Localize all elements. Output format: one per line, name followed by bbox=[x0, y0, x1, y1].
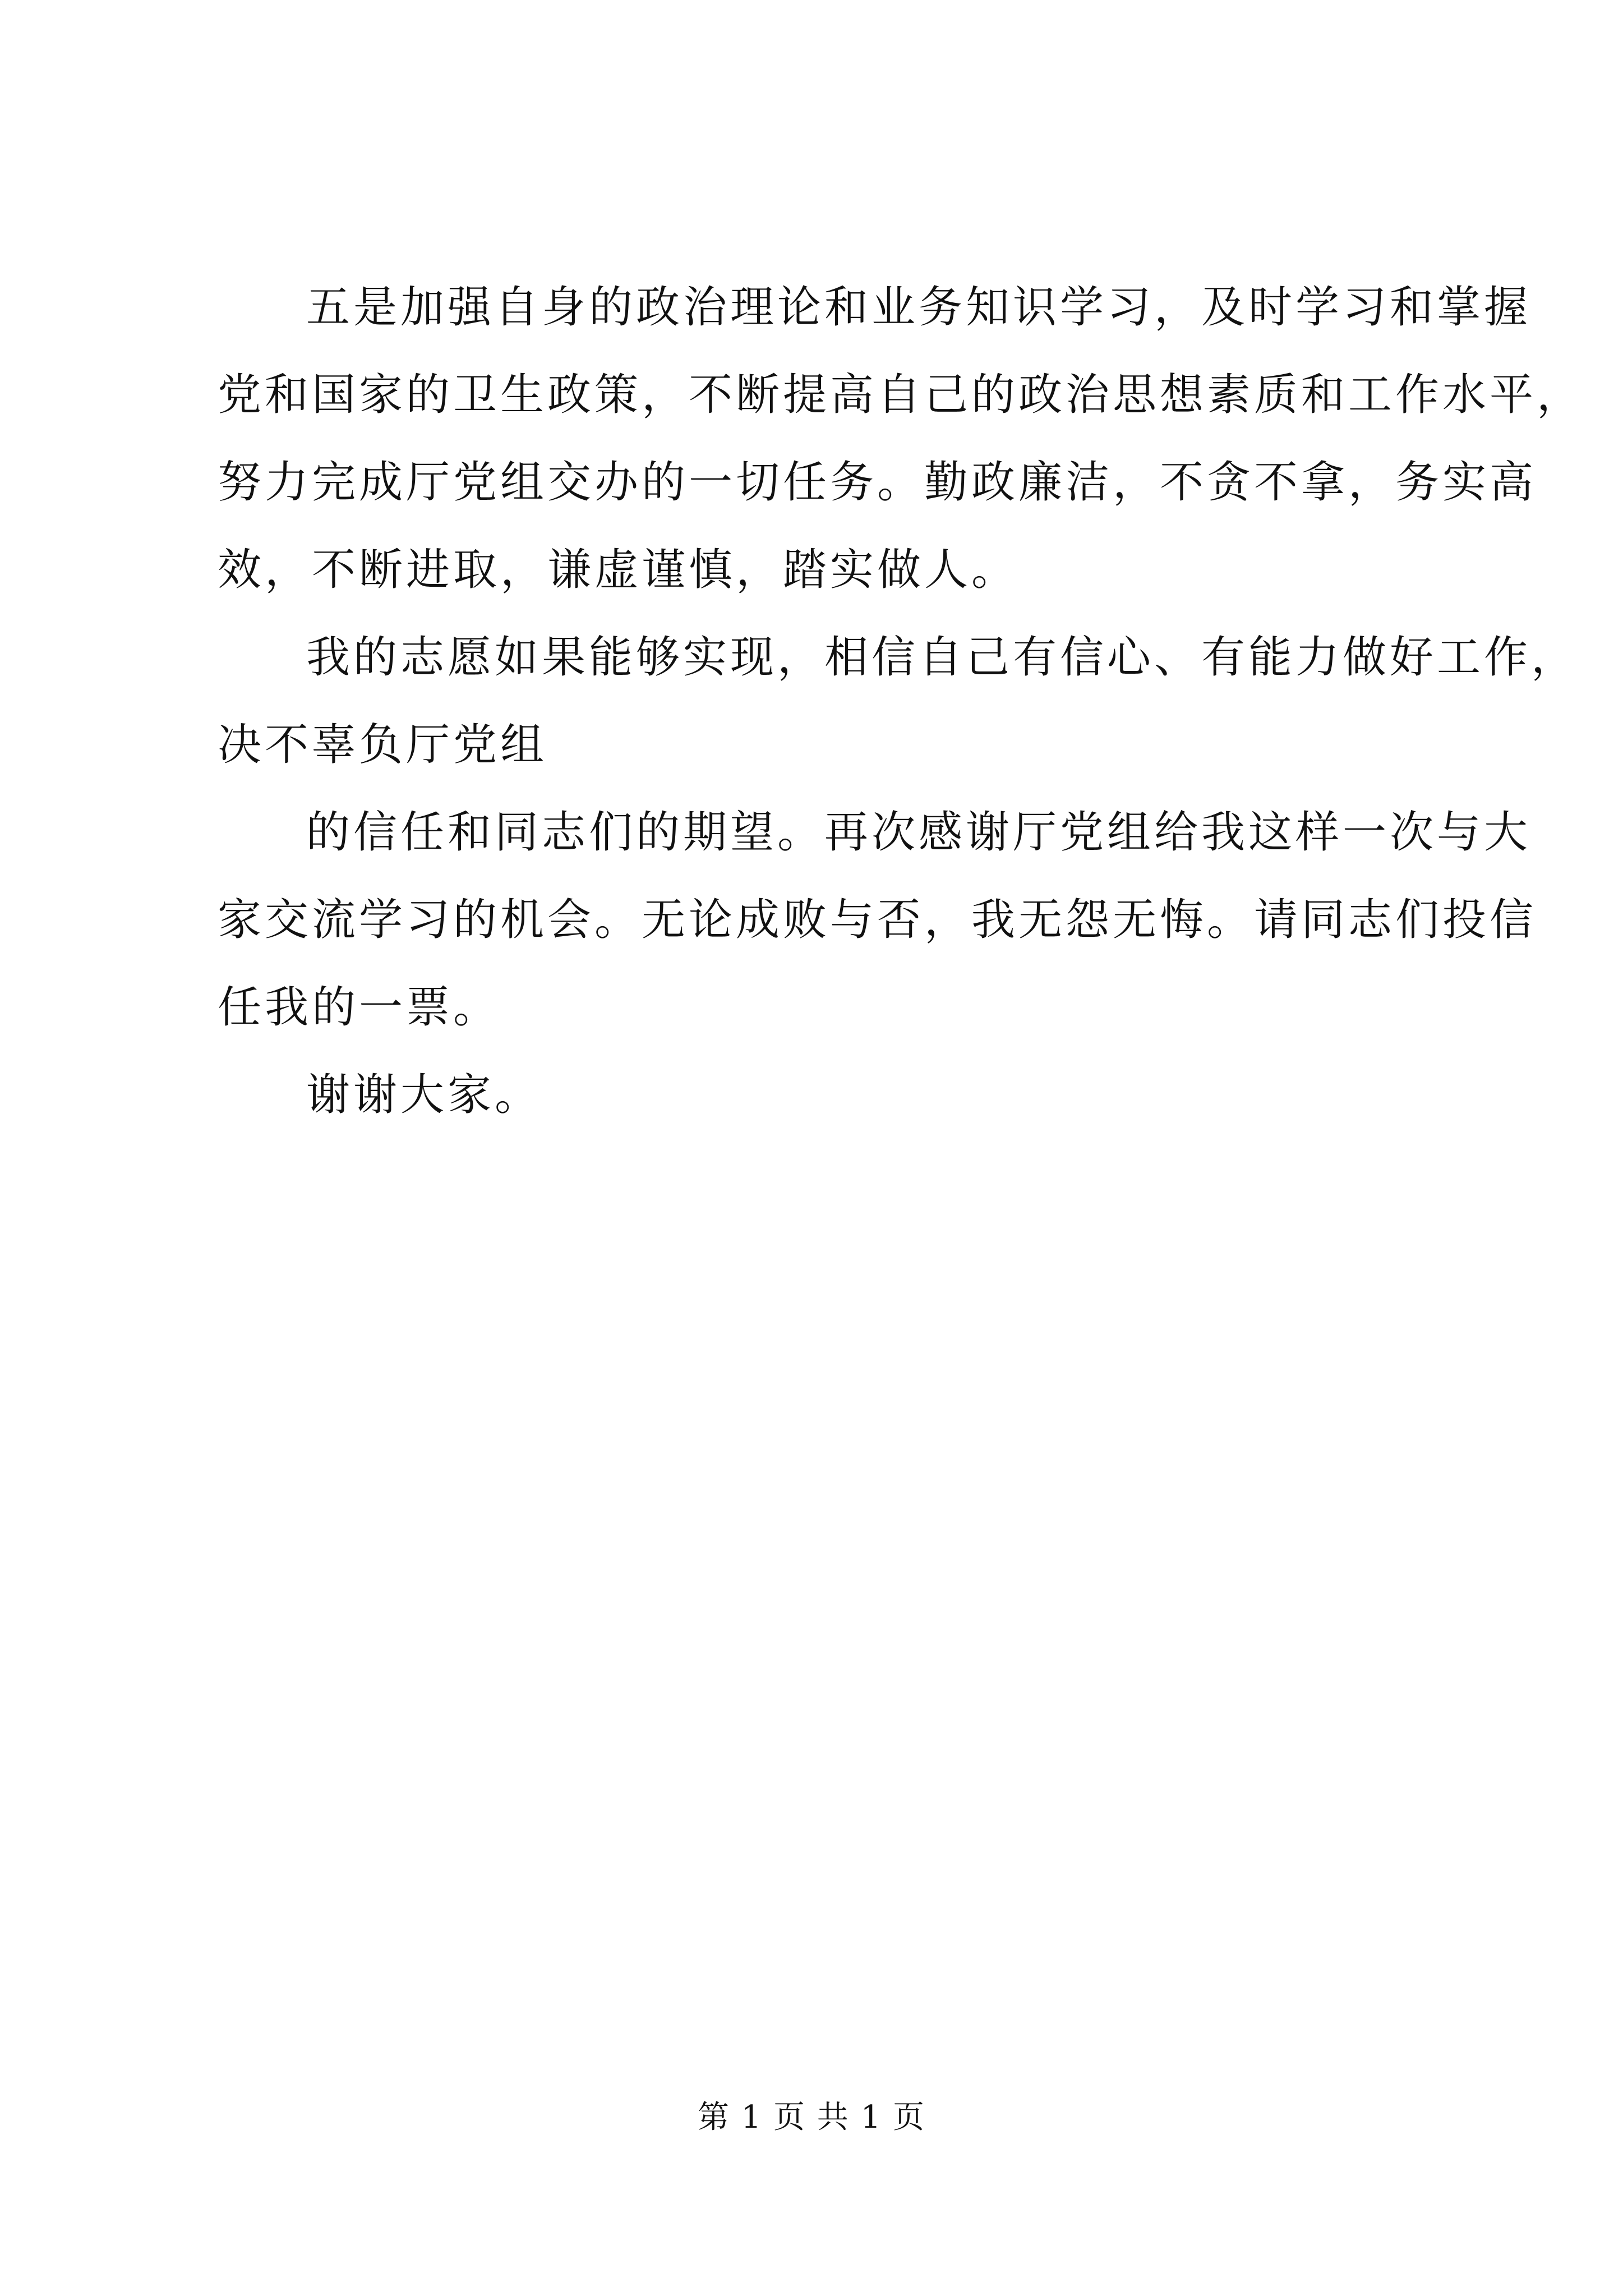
paragraph-line: 的信任和同志们的期望。再次感谢厅党组给我这样一次与大 bbox=[306, 807, 1532, 858]
closing-line: 谢谢大家。 bbox=[306, 1070, 542, 1120]
paragraph-line: 党和国家的卫生政策，不断提高自己的政治思想素质和工作水平， bbox=[218, 370, 1584, 420]
paragraph-line: 任我的一票。 bbox=[218, 982, 501, 1033]
paragraph-line: 努力完成厅党组交办的一切任务。勤政廉洁，不贪不拿，务实高 bbox=[218, 457, 1537, 508]
paragraph-line: 我的志愿如果能够实现，相信自己有信心、有能力做好工作， bbox=[306, 632, 1579, 683]
paragraph-line: 效，不断进取，谦虚谨慎，踏实做人。 bbox=[218, 545, 1019, 595]
paragraph-line: 家交流学习的机会。无论成败与否，我无怨无悔。请同志们投信 bbox=[218, 895, 1537, 945]
paragraph-line: 五是加强自身的政治理论和业务知识学习，及时学习和掌握 bbox=[306, 282, 1532, 333]
document-body bbox=[218, 264, 1584, 1139]
page-number-footer: 第 1 页 共 1 页 bbox=[697, 2099, 926, 2136]
paragraph-line: 决不辜负厅党组 bbox=[218, 720, 548, 770]
